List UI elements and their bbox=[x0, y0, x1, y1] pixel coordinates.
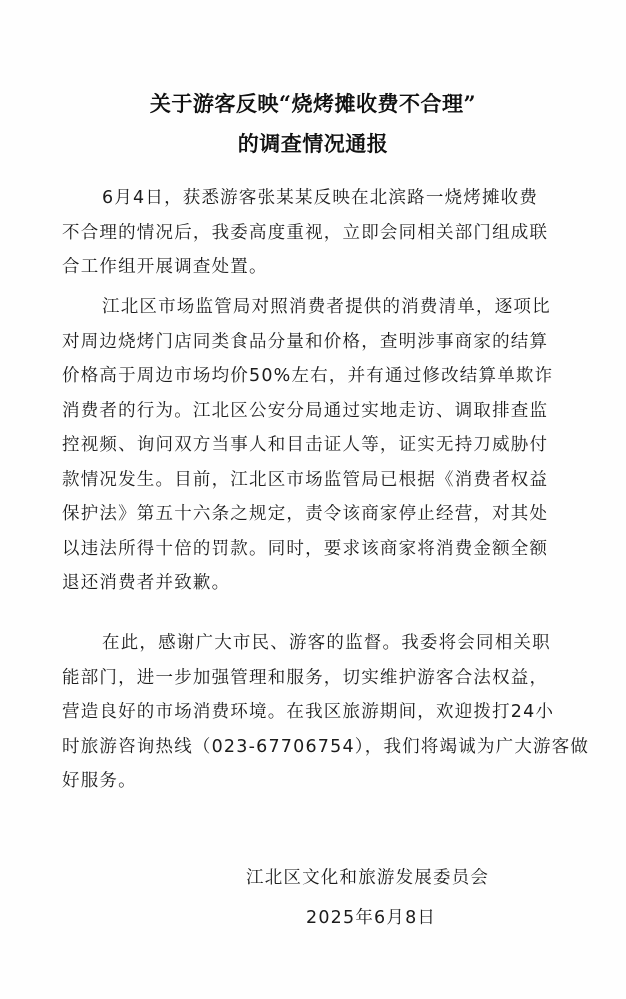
paragraph-line: 以违法所得十倍的罚款。同时，要求该商家将消费金额全额 bbox=[62, 538, 549, 559]
notice-title-line-1: 关于游客反映“烧烤摊收费不合理” bbox=[149, 91, 477, 116]
paragraph-line: 控视频、询问双方当事人和目击证人等，证实无持刀威胁付 bbox=[62, 435, 549, 455]
paragraph-line: 消费者的行为。江北区公安分局通过实地走访、调取排查监 bbox=[62, 400, 549, 421]
paragraph-line: 能部门，进一步加强管理和服务，切实维护游客合法权益， bbox=[62, 667, 549, 688]
paragraph-line: 保护法》第五十六条之规定，责令该商家停止经营，对其处 bbox=[62, 504, 549, 524]
paragraph-3 bbox=[62, 626, 590, 799]
paragraph-line: 时旅游咨询热线（023-67706754），我们将竭诚为广大游客做 bbox=[62, 736, 590, 757]
paragraph-line: 6月4日，获悉游客张某某反映在北滨路一烧烤摊收费 bbox=[102, 188, 539, 208]
paragraph-line: 对周边烧烤门店同类食品分量和价格，查明涉事商家的结算 bbox=[62, 331, 549, 352]
paragraph-line: 好服务。 bbox=[62, 771, 137, 791]
paragraph-2 bbox=[62, 290, 572, 601]
paragraph-line: 合工作组开展调查处置。 bbox=[62, 257, 268, 277]
paragraph-line: 退还消费者并致歉。 bbox=[62, 573, 231, 593]
paragraph-line: 江北区市场监管局对照消费者提供的消费清单，逐项比 bbox=[102, 297, 551, 317]
paragraph-1 bbox=[62, 181, 572, 285]
paragraph-line: 在此，感谢广大市民、游客的监督。我委将会同相关职 bbox=[102, 633, 551, 653]
paragraph-line: 不合理的情况后，我委高度重视，立即会同相关部门组成联 bbox=[62, 222, 549, 243]
signature-organization: 江北区文化和旅游发展委员会 bbox=[246, 868, 490, 888]
paragraph-line: 营造良好的市场消费环境。在我区旅游期间，欢迎拨打24小 bbox=[62, 702, 555, 722]
notice-title-line-2: 的调查情况通报 bbox=[237, 131, 389, 156]
paragraph-line: 款情况发生。目前，江北区市场监管局已根据《消费者权益 bbox=[62, 469, 549, 490]
signature-date: 2025年6月8日 bbox=[306, 908, 437, 928]
paragraph-line: 价格高于周边市场均价50%左右，并有通过修改结算单欺诈 bbox=[62, 366, 554, 386]
